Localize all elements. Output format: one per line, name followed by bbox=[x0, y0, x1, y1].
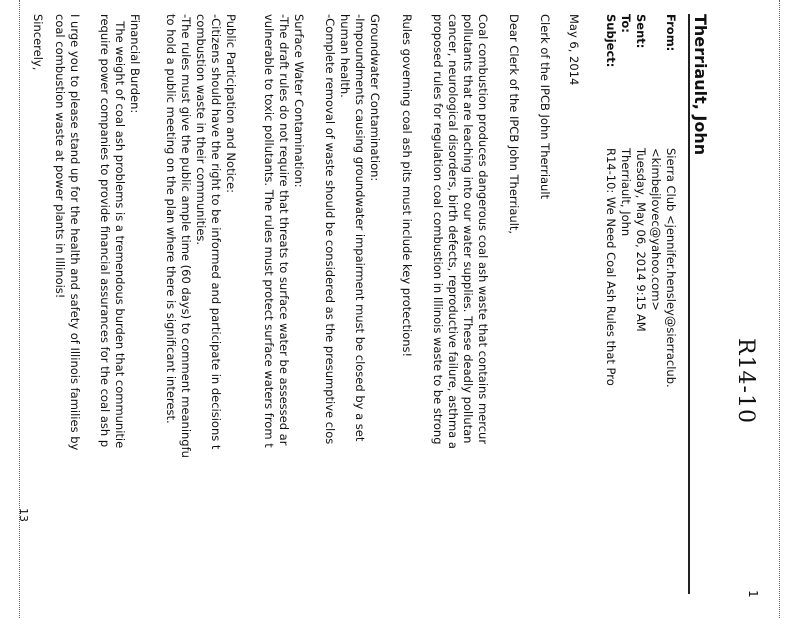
surface-water-line: vulnerable to toxic pollutants. The rules must protect surface waters from t bbox=[262, 14, 276, 448]
surface-water-line: -The draft rules do not require that threats to surface water be assessed ar bbox=[277, 14, 291, 446]
groundwater-line: -Impoundments causing groundwater impairment must be closed by a set bbox=[353, 14, 367, 442]
letter-date: May 6, 2014 bbox=[567, 14, 581, 86]
intro-line: proposed rules for regulation coal combustion in Illinois waste to be strong bbox=[431, 14, 445, 445]
header-value: R14-10: We Need Coal Ash Rules that Pro bbox=[604, 148, 618, 386]
sender-name: Therriault, John bbox=[691, 14, 710, 156]
recipient-line: Clerk of the IPCB John Therriault bbox=[538, 14, 552, 200]
closing-line: coal combustion waste at power plants in Illinois! bbox=[53, 14, 67, 299]
surface-water-line: Surface Water Contamination: bbox=[292, 14, 306, 188]
header-key: From: bbox=[664, 14, 678, 52]
public-participation-line: -The rules must give the public ample time (60 days) to comment meaningfu bbox=[179, 14, 193, 458]
financial-line: The weight of coal ash problems is a tremendous burden that communitie bbox=[113, 14, 127, 449]
groundwater-line: Groundwater Contamination: bbox=[368, 14, 382, 182]
header-value: <kimbejlovec@yahoo.com> bbox=[649, 148, 663, 312]
public-participation-line: -Citizens should have the right to be informed and participate in decisions t bbox=[209, 14, 223, 450]
intro-line: cancer, neurological disorders, birth defects, reproductive failure, asthma a bbox=[446, 14, 460, 449]
docket-code: R14-10 bbox=[733, 338, 758, 424]
protections-line: Rules governing coal ash pits must include key protections! bbox=[400, 14, 414, 358]
public-participation-line: combustion waste in their communities. bbox=[194, 14, 208, 246]
signoff: Sincerely, bbox=[31, 14, 45, 71]
closing-line: I urge you to please stand up for the health and safety of Illinois families by bbox=[68, 14, 82, 451]
header-key: To: bbox=[619, 14, 633, 33]
header-key: Sent: bbox=[634, 14, 648, 49]
header-rule bbox=[688, 14, 690, 594]
intro-line: Coal combustion produces dangerous coal ash waste that contains mercur bbox=[476, 14, 490, 445]
header-value: Tuesday, May 06, 2014 9:15 AM bbox=[634, 148, 648, 332]
header-key: Subject: bbox=[604, 14, 618, 68]
intro-line: pollutants that are leaching into our water supplies. These deadly pollutan bbox=[461, 14, 475, 444]
bottom-dotted-divider bbox=[19, 0, 20, 618]
public-participation-line: Public Participation and Notice: bbox=[224, 14, 238, 194]
page-number: 13 bbox=[17, 508, 30, 522]
header-value: Therriault, John bbox=[619, 148, 633, 237]
financial-line: require power companies to provide financial assurances for the coal ash p bbox=[98, 14, 112, 448]
header-mark: 1 bbox=[746, 590, 760, 598]
groundwater-line: human health. bbox=[338, 14, 352, 98]
header-value: Sierra Club <jennifer.hensley@sierraclub. bbox=[664, 148, 678, 388]
salutation: Dear Clerk of the IPCB John Therriault, bbox=[507, 14, 521, 235]
top-dotted-divider bbox=[779, 0, 780, 618]
financial-line: Financial Burden: bbox=[128, 14, 142, 114]
groundwater-line: -Complete removal of waste should be considered as the presumptive clos bbox=[323, 14, 337, 445]
public-participation-line: to hold a public meeting on the plan where there is significant interest. bbox=[164, 14, 178, 424]
